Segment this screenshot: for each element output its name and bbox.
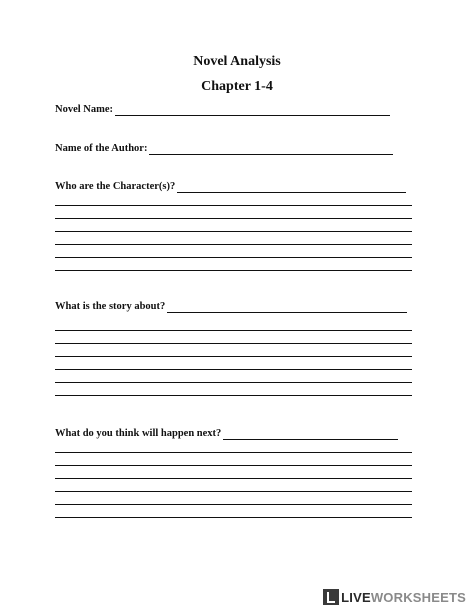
prediction-answer-line[interactable] bbox=[55, 478, 412, 479]
story-question-row bbox=[55, 301, 407, 313]
story-answer-line[interactable] bbox=[55, 356, 412, 357]
prediction-answer-line-inline[interactable] bbox=[223, 429, 398, 440]
story-question-label: What is the story about? bbox=[55, 301, 166, 312]
prediction-answer-line[interactable] bbox=[55, 491, 412, 492]
author-name-label: Name of the Author: bbox=[55, 143, 148, 154]
novel-name-label: Novel Name: bbox=[55, 104, 114, 115]
characters-answer-line[interactable] bbox=[55, 270, 412, 271]
characters-answer-line[interactable] bbox=[55, 231, 412, 232]
prediction-question-label: What do you think will happen next? bbox=[55, 428, 222, 439]
liveworksheets-icon bbox=[323, 589, 339, 605]
worksheet-subtitle: Chapter 1-4 bbox=[201, 79, 273, 94]
prediction-question-row bbox=[55, 428, 398, 440]
prediction-answer-line[interactable] bbox=[55, 452, 412, 453]
prediction-answer-line[interactable] bbox=[55, 465, 412, 466]
prediction-answer-line[interactable] bbox=[55, 504, 412, 505]
characters-answer-line[interactable] bbox=[55, 205, 412, 206]
worksheet-title: Novel Analysis bbox=[193, 54, 281, 69]
brand-text-worksheets: WORKSHEETS bbox=[370, 589, 466, 605]
characters-answer-line[interactable] bbox=[55, 257, 412, 258]
author-name-input-line[interactable] bbox=[149, 144, 393, 155]
characters-question-row bbox=[55, 181, 406, 193]
prediction-answer-line[interactable] bbox=[55, 517, 412, 518]
story-answer-line[interactable] bbox=[55, 343, 412, 344]
story-answer-line[interactable] bbox=[55, 395, 412, 396]
novel-name-input-line[interactable] bbox=[115, 105, 390, 116]
characters-answer-line[interactable] bbox=[55, 218, 412, 219]
story-answer-line-inline[interactable] bbox=[167, 302, 407, 313]
story-answer-line[interactable] bbox=[55, 330, 412, 331]
story-answer-line[interactable] bbox=[55, 369, 412, 370]
author-name-row bbox=[55, 143, 393, 155]
novel-name-row bbox=[55, 104, 390, 116]
characters-answer-line[interactable] bbox=[55, 244, 412, 245]
brand-text-live: LIVE bbox=[341, 589, 371, 605]
story-answer-line[interactable] bbox=[55, 382, 412, 383]
liveworksheets-logo[interactable] bbox=[323, 589, 466, 605]
characters-answer-line-inline[interactable] bbox=[177, 182, 406, 193]
characters-question-label: Who are the Character(s)? bbox=[55, 181, 176, 192]
